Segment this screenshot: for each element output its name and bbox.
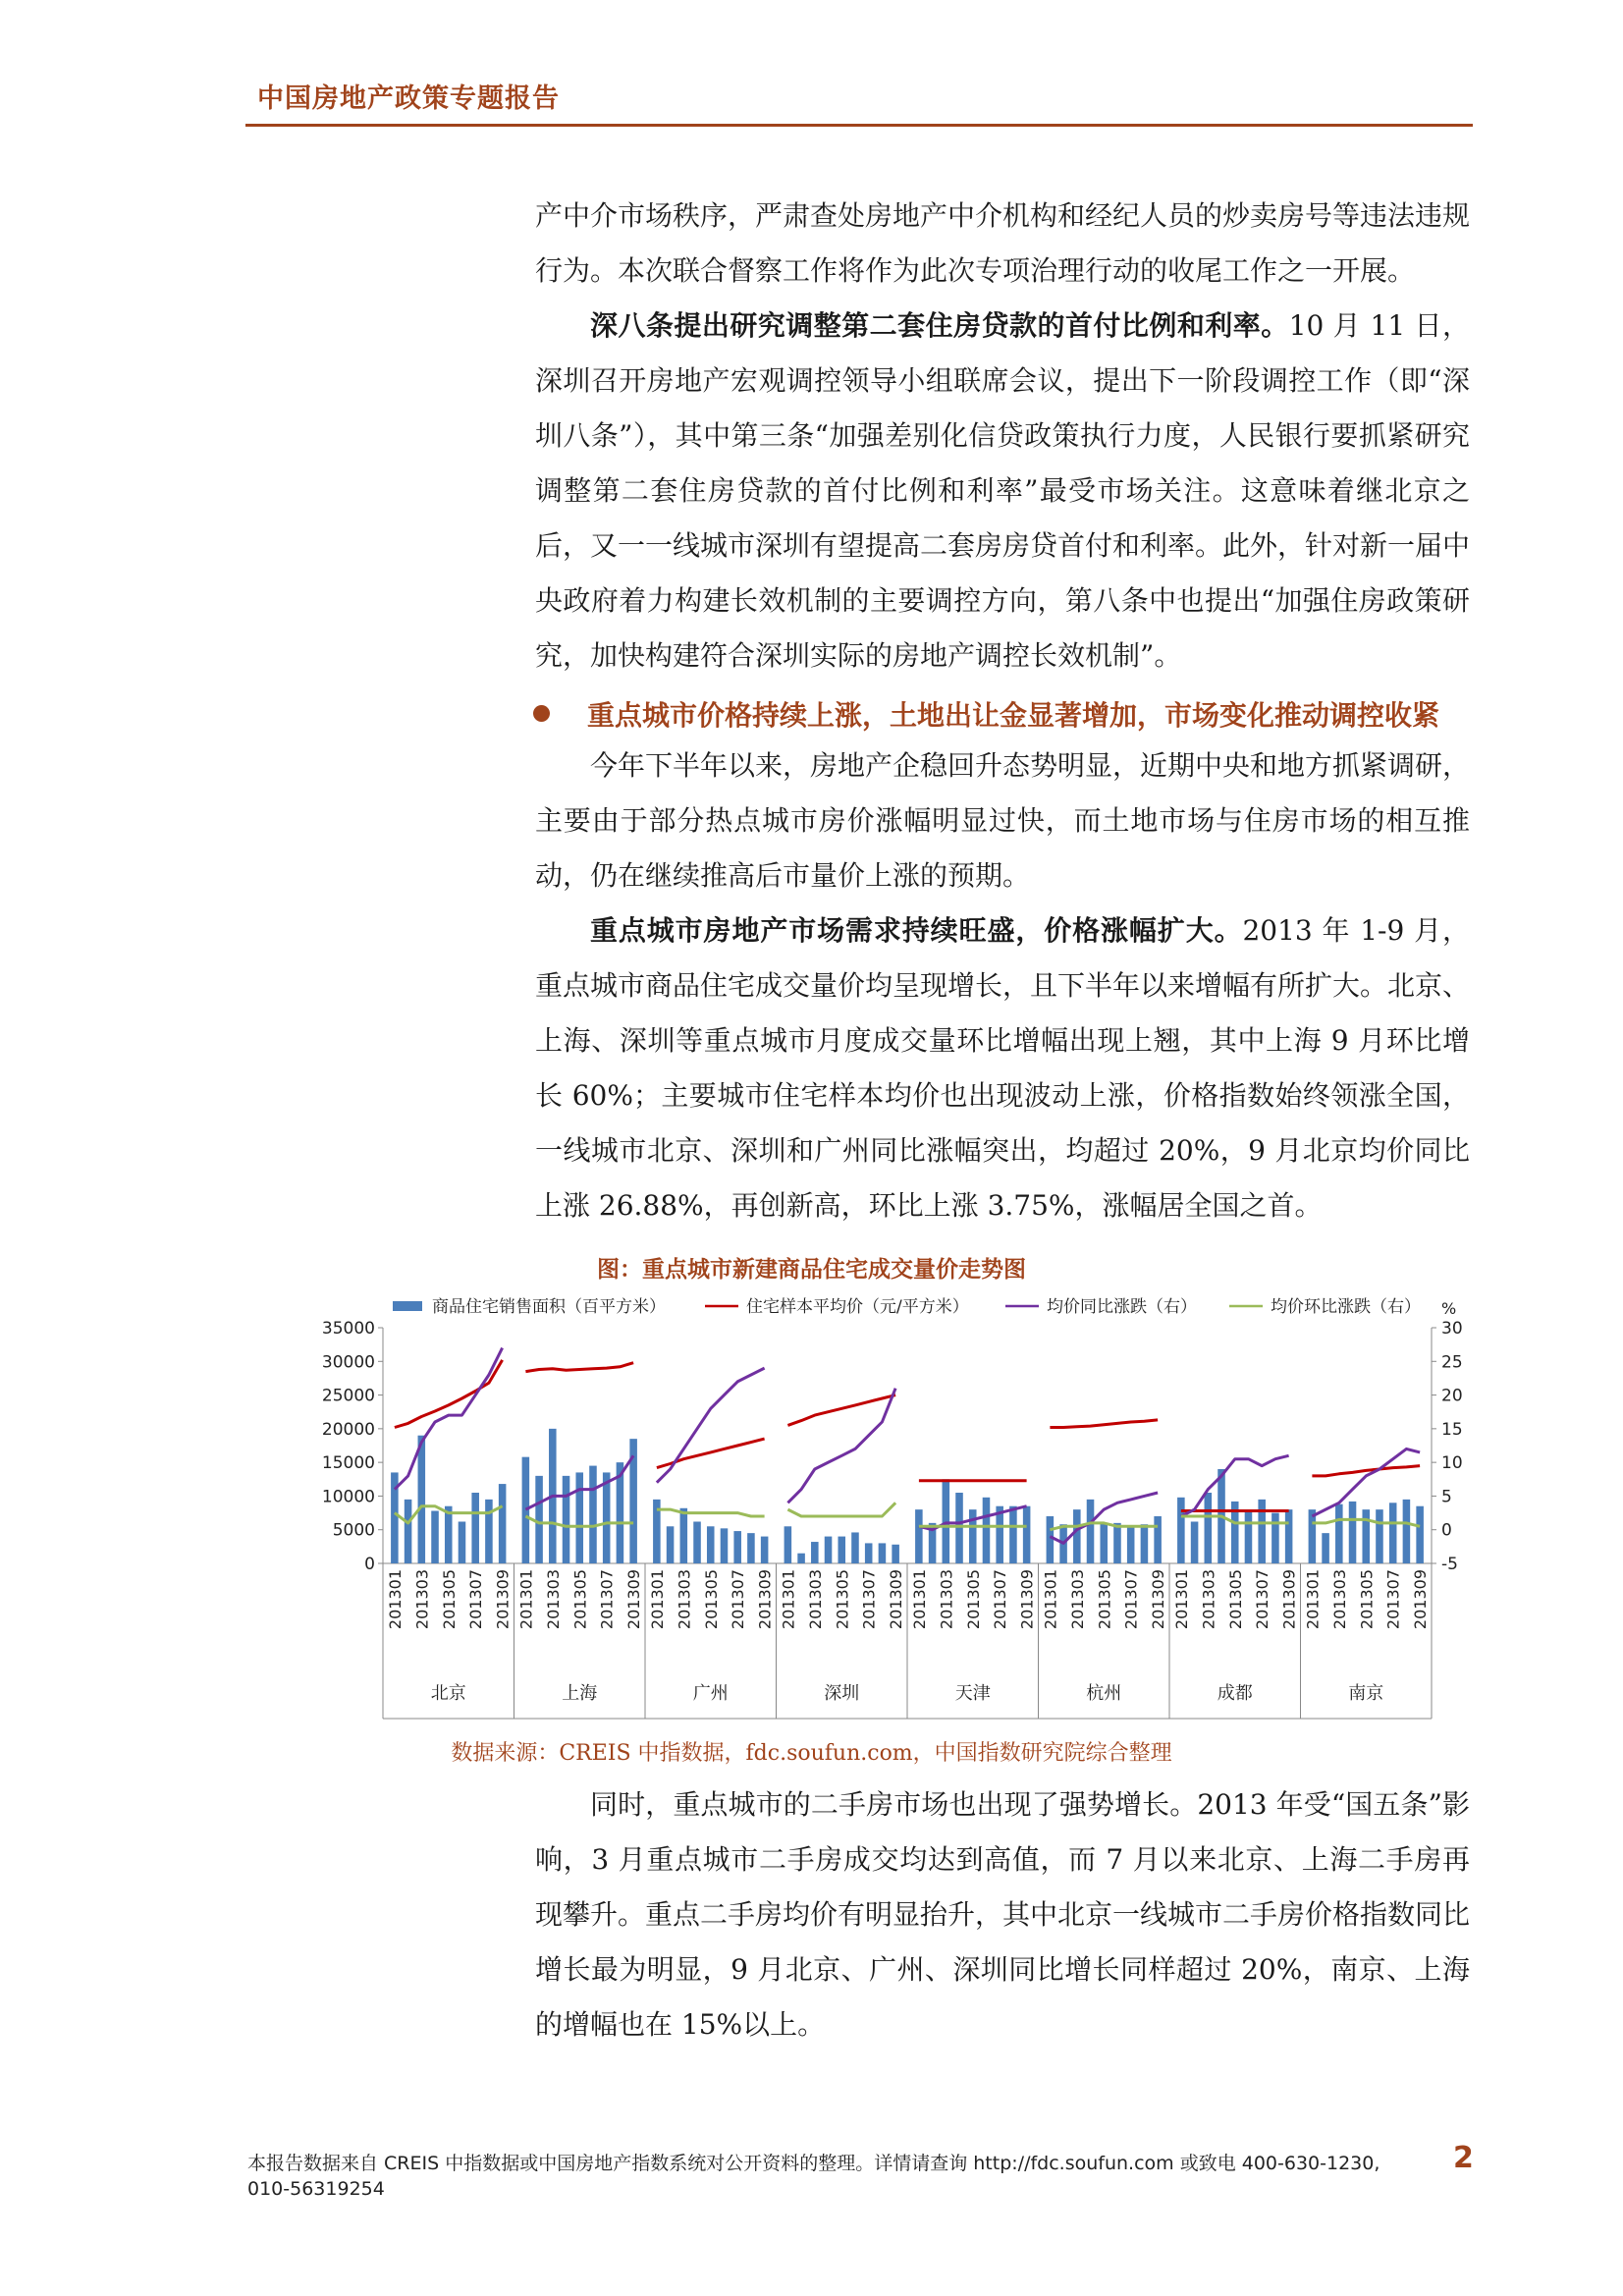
bar-天津-201306 xyxy=(983,1498,991,1563)
bar-南京-201301 xyxy=(1309,1509,1317,1563)
right-tick-label: 25 xyxy=(1441,1352,1463,1373)
bar-成都-201306 xyxy=(1245,1511,1253,1563)
month-label: 201301 xyxy=(516,1569,536,1630)
bar-成都-201303 xyxy=(1205,1493,1213,1563)
month-label: 201303 xyxy=(1067,1569,1087,1630)
bar-南京-201306 xyxy=(1376,1509,1383,1563)
month-label: 201307 xyxy=(991,1569,1010,1630)
city-label-上海: 上海 xyxy=(562,1683,598,1704)
month-label: 201309 xyxy=(887,1569,906,1630)
left-tick-label: 10000 xyxy=(321,1487,375,1507)
paragraph-5: 同时，重点城市的二手房市场也出现了强势增长。2013 年受“国五条”影响，3 月重点城市二手房成交均达到高值，而 7 月以来北京、上海二手房再现攀升。重点二手房均价有明显抬升，其中北京一线城市二手房价格指数同比增长最为明显，9 月北京、广州、深圳同比增长同样超过 20%，南京、上海的增幅也在 15%以上。 xyxy=(535,1788,1471,2041)
city-label-广州: 广州 xyxy=(692,1683,729,1704)
month-label: 201303 xyxy=(805,1569,825,1630)
month-label: 201309 xyxy=(1279,1569,1299,1630)
left-tick-label: 25000 xyxy=(321,1386,375,1406)
month-label: 201307 xyxy=(859,1569,879,1630)
legend-label-mom: 均价环比涨跌（右） xyxy=(1271,1297,1421,1317)
right-axis-unit: % xyxy=(1441,1299,1457,1318)
city-label-南京: 南京 xyxy=(1348,1683,1384,1704)
bar-杭州-201304 xyxy=(1087,1500,1095,1563)
month-label: 201303 xyxy=(1199,1569,1218,1630)
bar-成都-201309 xyxy=(1285,1509,1293,1563)
bar-北京-201304 xyxy=(431,1511,439,1563)
month-label: 201301 xyxy=(909,1569,929,1630)
bar-上海-201307 xyxy=(603,1472,611,1563)
yoy-line-北京 xyxy=(395,1348,503,1490)
yoy-line-深圳 xyxy=(787,1389,895,1503)
month-label: 201307 xyxy=(1253,1569,1272,1630)
right-tick-label: 0 xyxy=(1441,1520,1452,1541)
bar-杭州-201303 xyxy=(1073,1509,1081,1563)
paragraph-1: 产中介市场秩序，严肃查处房地产中介机构和经纪人员的炒卖房号等违法违规行为。本次联合督察工作将作为此次专项治理行动的收尾工作之一开展。 xyxy=(535,199,1471,287)
month-label: 201301 xyxy=(779,1569,798,1630)
bar-天津-201304 xyxy=(955,1493,963,1563)
bar-成都-201308 xyxy=(1271,1513,1279,1563)
left-tick-label: 35000 xyxy=(321,1319,375,1339)
mom-line-广州 xyxy=(657,1509,765,1516)
paragraph-2-text: 10 月 11 日，深圳召开房地产宏观调控领导小组联席会议，提出下一阶段调控工作（即“深圳八条”），其中第三条“加强差别化信贷政策执行力度，人民银行要抓紧研究调整第二套住房贷款的首付比例和利率”最受市场关注。这意味着继北京之后，又一一线城市深圳有望提高二套房房贷首付和利率。此外，针对新一届中央政府着力构建长效机制的主要调控方向，第八条中也提出“加强住房政策研究，加快构建符合深圳实际的房地产调控长效机制”。 xyxy=(535,309,1471,672)
left-tick-label: 5000 xyxy=(332,1520,375,1541)
mom-line-深圳 xyxy=(787,1503,895,1516)
bar-成都-201307 xyxy=(1258,1500,1266,1563)
yoy-line-广州 xyxy=(657,1368,765,1483)
month-label: 201307 xyxy=(466,1569,486,1630)
price-line-北京 xyxy=(395,1360,503,1428)
bar-天津-201301 xyxy=(915,1509,923,1563)
month-label: 201303 xyxy=(675,1569,694,1630)
right-tick-label: 10 xyxy=(1441,1453,1463,1474)
paragraph-3: 今年下半年以来，房地产企稳回升态势明显，近期中央和地方抓紧调研，主要由于部分热点城市房价涨幅明显过快，而土地市场与住房市场的相互推动，仍在继续推高后市量价上涨的预期。 xyxy=(535,749,1471,892)
month-label: 201307 xyxy=(1121,1569,1141,1630)
footer-line-2: 010-56319254 xyxy=(247,2178,385,2200)
bar-南京-201305 xyxy=(1362,1509,1370,1563)
price-line-杭州 xyxy=(1050,1420,1158,1428)
legend-label-price: 住宅样本平均价（元/平方米） xyxy=(746,1297,969,1317)
bar-北京-201306 xyxy=(459,1521,466,1563)
legend-label-area: 商品住宅销售面积（百平方米） xyxy=(432,1297,666,1317)
bar-北京-201308 xyxy=(485,1500,493,1563)
month-label: 201301 xyxy=(1303,1569,1323,1630)
month-label: 201305 xyxy=(1357,1569,1377,1630)
bar-南京-201303 xyxy=(1335,1504,1343,1563)
month-label: 201309 xyxy=(493,1569,513,1630)
month-label: 201301 xyxy=(1041,1569,1060,1630)
city-label-深圳: 深圳 xyxy=(824,1683,860,1704)
price-line-上海 xyxy=(525,1363,633,1372)
bar-北京-201305 xyxy=(445,1506,453,1563)
month-label: 201309 xyxy=(1017,1569,1037,1630)
bar-北京-201307 xyxy=(471,1493,479,1563)
bar-北京-201303 xyxy=(418,1436,426,1563)
right-tick-label: -5 xyxy=(1441,1555,1458,1574)
month-label: 201303 xyxy=(937,1569,956,1630)
body-block-3 xyxy=(535,1777,1470,2052)
bar-上海-201306 xyxy=(589,1466,597,1563)
bar-广州-201306 xyxy=(721,1528,729,1563)
month-label: 201305 xyxy=(833,1569,852,1630)
city-label-北京: 北京 xyxy=(430,1683,466,1704)
bar-天津-201309 xyxy=(1023,1506,1031,1563)
bar-广州-201305 xyxy=(707,1526,715,1563)
month-label: 201301 xyxy=(647,1569,667,1630)
bar-南京-201304 xyxy=(1349,1502,1357,1563)
bar-深圳-201304 xyxy=(825,1537,833,1563)
bar-广州-201308 xyxy=(747,1533,755,1563)
bar-广州-201307 xyxy=(733,1531,741,1563)
city-label-天津: 天津 xyxy=(954,1683,991,1704)
month-label: 201303 xyxy=(412,1569,432,1630)
bar-上海-201302 xyxy=(535,1476,543,1563)
figure-source: 数据来源：CREIS 中指数据，fdc.soufun.com，中国指数研究院综合整理 xyxy=(451,1741,1172,1766)
bar-杭州-201309 xyxy=(1154,1516,1162,1563)
price-line-深圳 xyxy=(787,1395,895,1426)
paragraph-4-lead: 重点城市房地产市场需求持续旺盛，价格涨幅扩大。 xyxy=(590,914,1243,947)
month-label: 201307 xyxy=(1383,1569,1403,1630)
legend-label-yoy: 均价同比涨跌（右） xyxy=(1047,1297,1197,1317)
bar-南京-201309 xyxy=(1416,1506,1424,1563)
bar-北京-201302 xyxy=(405,1500,412,1563)
bar-上海-201304 xyxy=(563,1476,570,1563)
month-label: 201301 xyxy=(385,1569,405,1630)
bar-深圳-201301 xyxy=(784,1526,792,1563)
bar-广州-201303 xyxy=(680,1508,688,1563)
bar-杭州-201306 xyxy=(1113,1523,1121,1563)
month-label: 201309 xyxy=(624,1569,644,1630)
bar-南京-201302 xyxy=(1322,1533,1329,1563)
bar-天津-201308 xyxy=(1009,1506,1017,1563)
bar-北京-201309 xyxy=(499,1484,507,1563)
bar-杭州-201301 xyxy=(1047,1516,1055,1563)
month-label: 201307 xyxy=(729,1569,748,1630)
bar-杭州-201307 xyxy=(1127,1526,1135,1563)
month-label: 201309 xyxy=(755,1569,775,1630)
month-label: 201309 xyxy=(1411,1569,1431,1630)
month-label: 201305 xyxy=(439,1569,459,1630)
figure-caption: 图：重点城市新建商品住宅成交量价走势图 xyxy=(597,1256,1026,1283)
bar-深圳-201303 xyxy=(811,1542,819,1563)
bar-深圳-201307 xyxy=(865,1543,873,1563)
bar-广州-201304 xyxy=(693,1521,701,1563)
city-label-成都: 成都 xyxy=(1217,1683,1253,1704)
left-tick-label: 0 xyxy=(364,1555,375,1574)
legend-swatch-area xyxy=(393,1301,422,1311)
bar-成都-201301 xyxy=(1177,1498,1185,1563)
month-label: 201305 xyxy=(963,1569,983,1630)
bar-天津-201303 xyxy=(943,1479,950,1563)
bar-成都-201302 xyxy=(1191,1521,1199,1563)
header-title: 中国房地产政策专题报告 xyxy=(257,83,560,114)
bar-深圳-201309 xyxy=(892,1545,899,1563)
footer-line-1: 本报告数据来自 CREIS 中指数据或中国房地产指数系统对公开资料的整理。详情请查询 http://fdc.soufun.com 或致电 400-630-1230, xyxy=(247,2153,1380,2174)
paragraph-4-text: 2013 年 1-9 月，重点城市商品住宅成交量价均呈现增长，且下半年以来增幅有所扩大。北京、上海、深圳等重点城市月度成交量环比增幅出现上翘，其中上海 9 月环比增长 60%；主要城市住宅样本均价也出现波动上涨，价格指数始终领涨全国，一线城市北京、深圳和广州同比涨幅突出，均超过 20%，9 月北京均价同比上涨 26.88%，再创新高，环比上涨 3.75%，涨幅居全国之首。 xyxy=(535,914,1471,1222)
bar-深圳-201305 xyxy=(838,1537,845,1563)
left-tick-label: 20000 xyxy=(321,1419,375,1440)
month-label: 201303 xyxy=(543,1569,563,1630)
page-number: 2 xyxy=(1453,2141,1474,2175)
left-tick-label: 30000 xyxy=(321,1352,375,1373)
bar-深圳-201308 xyxy=(879,1543,887,1563)
right-tick-label: 30 xyxy=(1441,1319,1463,1339)
month-label: 201307 xyxy=(597,1569,617,1630)
month-label: 201305 xyxy=(570,1569,590,1630)
month-label: 201301 xyxy=(1171,1569,1191,1630)
month-label: 201305 xyxy=(1225,1569,1245,1630)
right-tick-label: 15 xyxy=(1441,1419,1463,1440)
month-label: 201303 xyxy=(1329,1569,1349,1630)
bar-上海-201305 xyxy=(575,1472,583,1563)
bar-上海-201301 xyxy=(522,1457,530,1563)
month-label: 201305 xyxy=(1095,1569,1114,1630)
right-tick-label: 5 xyxy=(1441,1487,1452,1507)
month-label: 201305 xyxy=(701,1569,721,1630)
bar-深圳-201306 xyxy=(851,1532,859,1563)
bar-杭州-201305 xyxy=(1100,1523,1108,1563)
left-tick-label: 15000 xyxy=(321,1453,375,1474)
bar-广州-201309 xyxy=(761,1537,769,1563)
footer-text xyxy=(247,2151,1455,2202)
bar-南京-201307 xyxy=(1389,1503,1397,1563)
month-label: 201309 xyxy=(1149,1569,1168,1630)
bar-广州-201302 xyxy=(667,1526,675,1563)
right-tick-label: 20 xyxy=(1441,1386,1463,1406)
city-label-杭州: 杭州 xyxy=(1086,1683,1122,1704)
bar-杭州-201308 xyxy=(1141,1524,1149,1563)
section-heading: 重点城市价格持续上涨，土地出让金显著增加，市场变化推动调控收紧 xyxy=(587,699,1440,732)
bar-南京-201308 xyxy=(1403,1500,1411,1563)
bar-深圳-201302 xyxy=(797,1554,805,1563)
paragraph-2-lead: 深八条提出研究调整第二套住房贷款的首付比例和利率。 xyxy=(590,309,1289,342)
